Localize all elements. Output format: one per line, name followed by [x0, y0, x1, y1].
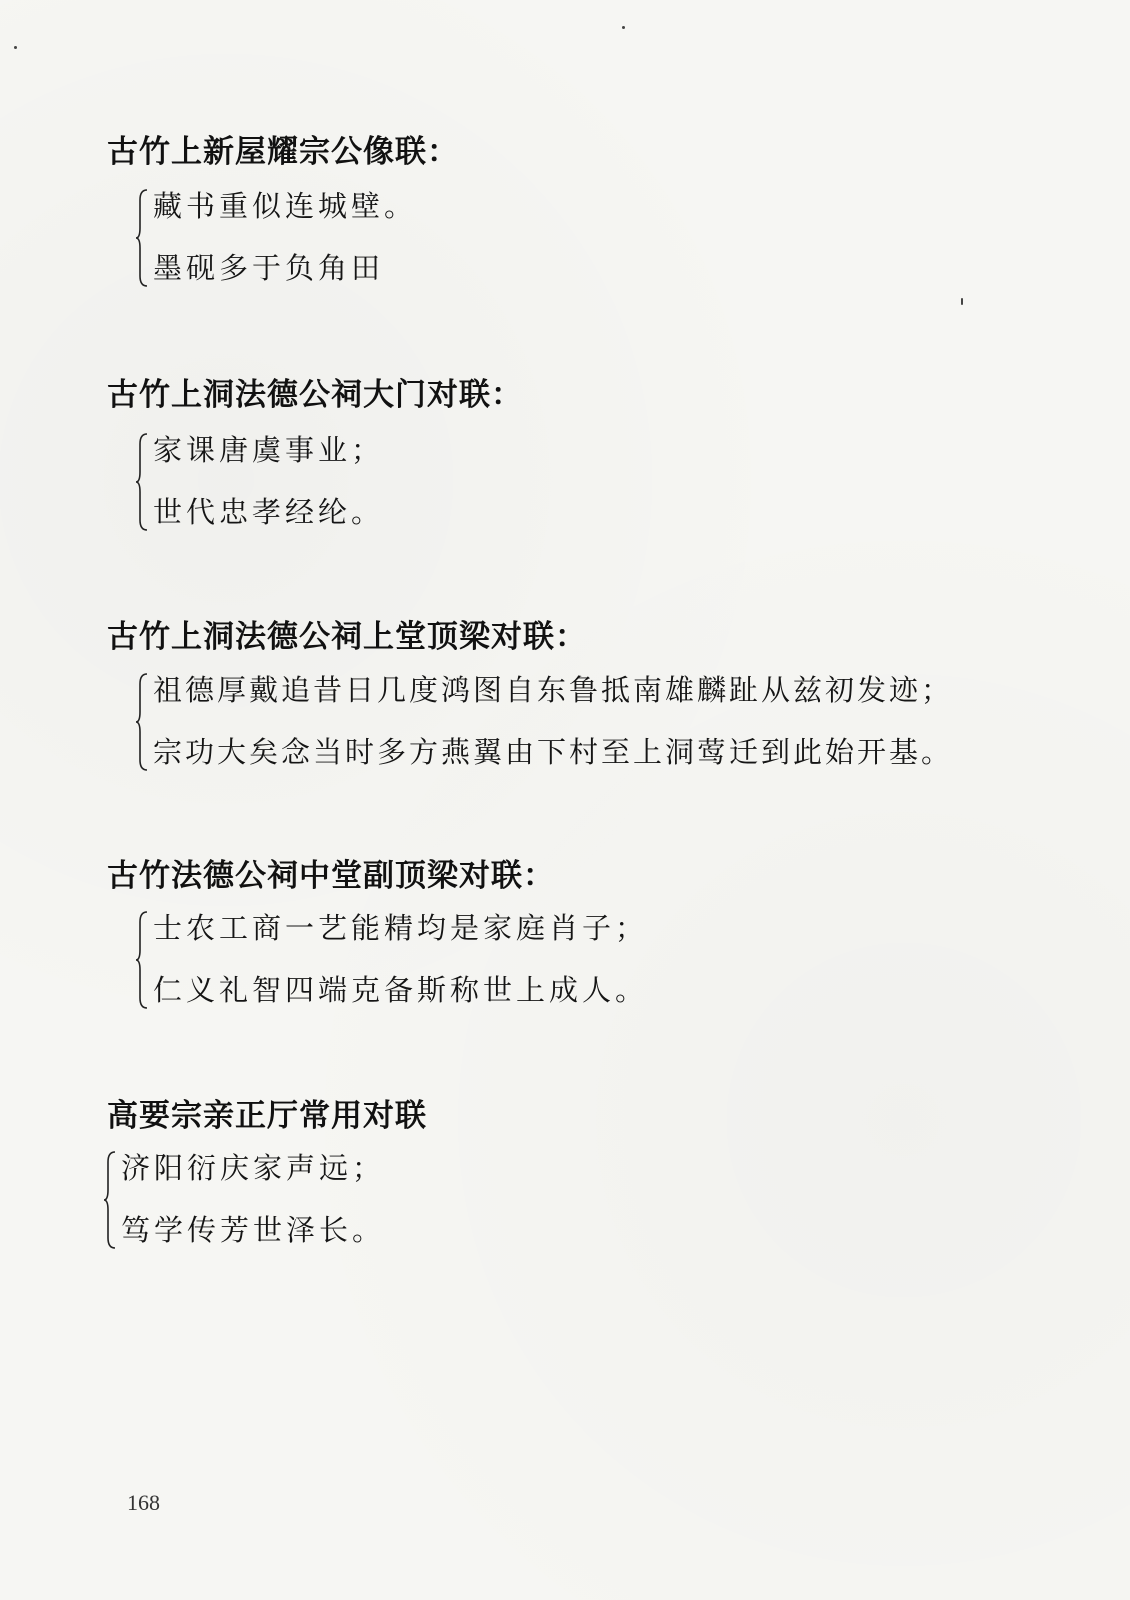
couplet-line-lower: 世代忠孝经纶。: [153, 495, 385, 529]
couplet-line-lower: 宗功大矣念当时多方燕翼由下村至上洞莺迁到此始开基。: [153, 735, 954, 769]
couplet-line-upper: 士农工商一艺能精均是家庭肖子；: [153, 911, 649, 945]
section-heading: 高要宗亲正厅常用对联: [107, 1098, 427, 1134]
section-heading: 古竹法德公祠中堂副顶梁对联：: [107, 858, 555, 894]
couplet: [135, 906, 835, 1016]
couplet: [135, 184, 635, 294]
couplet-line-upper: 家课唐虞事业；: [153, 433, 385, 467]
couplet-line-lower: 笃学传芳世泽长。: [121, 1213, 386, 1247]
scan-speck: [961, 298, 963, 305]
brace-icon: [135, 188, 149, 288]
couplet-line-lower: 仁义礼智四端克备斯称世上成人。: [153, 973, 649, 1007]
section-heading: 古竹上洞法德公祠上堂顶梁对联：: [107, 619, 587, 655]
couplet-line-upper: 济阳衍庆家声远；: [121, 1151, 386, 1185]
brace-icon: [103, 1150, 117, 1250]
page-number: 168: [127, 1490, 160, 1515]
couplet-line-upper: 祖德厚戴追昔日几度鸿图自东鲁抵南雄麟趾从兹初发迹；: [153, 673, 954, 707]
couplet: [103, 1146, 603, 1256]
brace-icon: [135, 672, 149, 772]
brace-icon: [135, 432, 149, 532]
couplet-line-upper: 藏书重似连城壁。: [153, 189, 418, 223]
section-heading: 古竹上新屋耀宗公像联：: [107, 134, 459, 170]
couplet: [135, 668, 1035, 778]
section-heading: 古竹上洞法德公祠大门对联：: [107, 377, 523, 413]
scan-speck: [14, 46, 17, 49]
couplet: [135, 428, 635, 538]
brace-icon: [135, 910, 149, 1010]
scan-speck: [622, 26, 625, 29]
couplet-line-lower: 墨砚多于负角田: [153, 251, 385, 285]
